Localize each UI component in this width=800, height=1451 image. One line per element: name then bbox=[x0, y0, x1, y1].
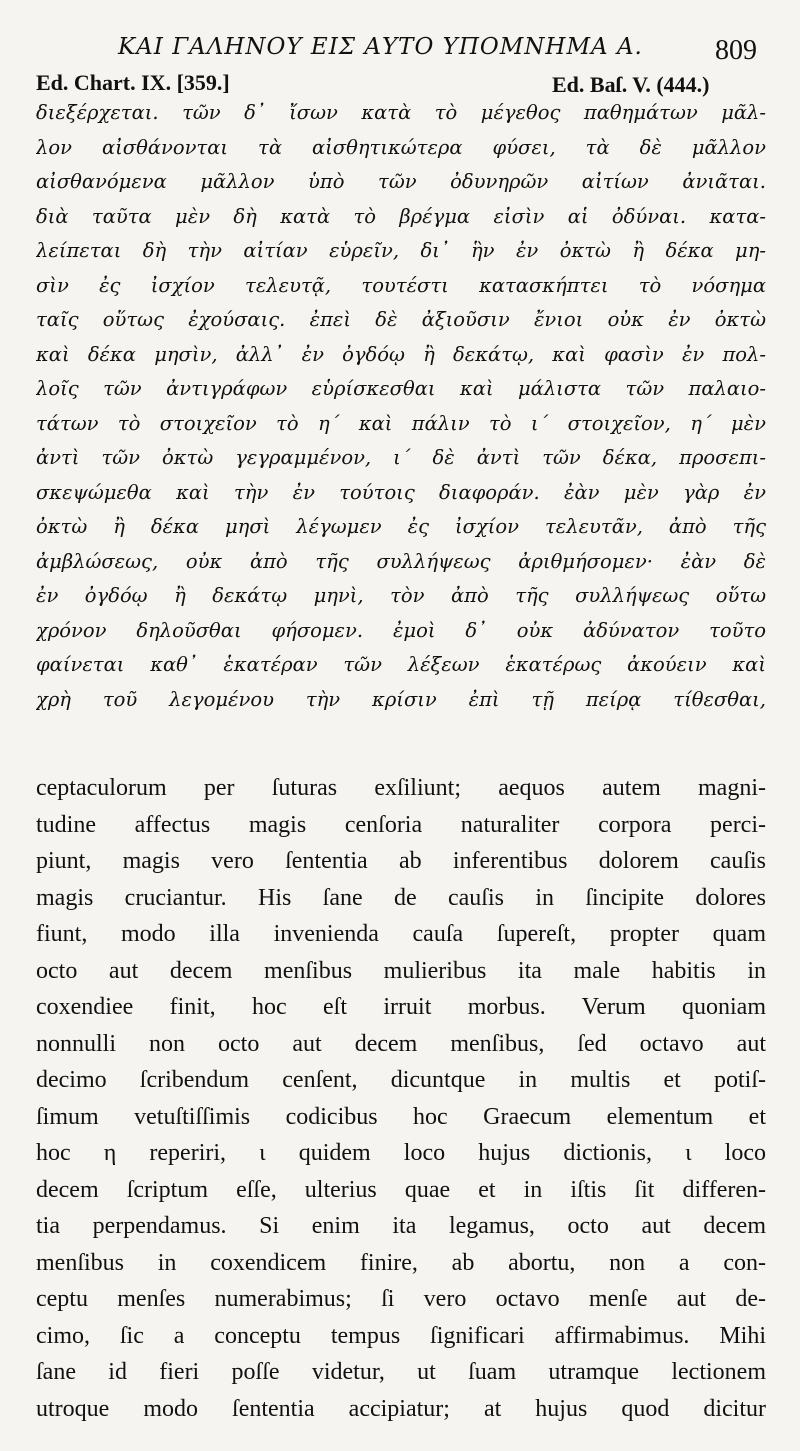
greek-text-line: φαίνεται καθ᾽ ἑκατέραν τῶν λέξεων ἑκατέρως ἀκούειν καὶ bbox=[36, 653, 766, 676]
latin-text-line: fiunt, modo illa invenienda cauſa ſupereſt, propter quam bbox=[36, 921, 766, 947]
latin-text-line: ceptu menſes numerabimus; ſi vero octavo menſe aut de- bbox=[36, 1286, 766, 1312]
latin-text-line: ſimum vetuſtiſſimis codicibus hoc Graecum elementum et bbox=[36, 1103, 766, 1130]
edition-reference-left: Ed. Chart. IX. [359.] bbox=[36, 70, 230, 95]
latin-text-line: ceptaculorum per ſuturas exſiliunt; aequos autem magni- bbox=[36, 775, 766, 801]
latin-text-line: utroque modo ſententia accipiatur; at hujus quod dicitur bbox=[36, 1395, 766, 1422]
running-title: ΚΑΙ ΓΑΛΗΝΟΥ ΕΙΣ ΑΥΤΟ ΥΠΟΜΝΗΜΑ Α. bbox=[118, 34, 643, 60]
page-number: 809 bbox=[715, 35, 757, 66]
greek-text-line: ἀντὶ τῶν ὀκτὼ γεγραμμένον, ι΄ δὲ ἀντὶ τῶν δέκα, προσεπι- bbox=[36, 446, 766, 469]
latin-text-line: coxendiee finit, hoc eſt irruit morbus. Verum quoniam bbox=[36, 994, 766, 1020]
greek-text-line: λον αἰσθάνονται τὰ αἰσθητικώτερα φύσει, τὰ δὲ μᾶλλον bbox=[36, 135, 766, 159]
greek-text-line: χρόνον δηλοῦσθαι φήσομεν. ἐμοὶ δ᾽ οὐκ ἀδύνατον τοῦτο bbox=[36, 618, 766, 642]
greek-text-line: σκεψώμεθα καὶ τὴν ἐν τούτοις διαφοράν. ἐὰν μὲν γὰρ ἐν bbox=[36, 480, 766, 504]
greek-text-line: ὀκτὼ ἢ δέκα μησὶ λέγωμεν ἐς ἰσχίον τελευτᾶν, ἀπὸ τῆς bbox=[36, 515, 766, 538]
latin-text-line: decem ſcriptum eſſe, ulterius quae et in iſtis ſit differen- bbox=[36, 1176, 766, 1203]
latin-text-block bbox=[36, 770, 766, 1427]
greek-text-line: λοῖς τῶν ἀντιγράφων εὑρίσκεσθαι καὶ μάλιστα τῶν παλαιο- bbox=[36, 377, 766, 400]
latin-text-line: tudine affectus magis cenſoria naturaliter corpora perci- bbox=[36, 811, 766, 838]
latin-text-line: ſane id fieri poſſe videtur, ut ſuam utramque lectionem bbox=[36, 1359, 766, 1385]
greek-text-line: τάτων τὸ στοιχεῖον τὸ η΄ καὶ πάλιν τὸ ι΄ στοιχεῖον, η΄ μὲν bbox=[36, 411, 766, 435]
greek-text-line: χρὴ τοῦ λεγομένου τὴν κρίσιν ἐπὶ τῇ πείρᾳ τίθεσθαι, bbox=[36, 687, 766, 711]
latin-text-line: decimo ſcribendum cenſent, dicuntque in multis et potiſ- bbox=[36, 1067, 766, 1093]
latin-text-line: cimo, ſic a conceptu tempus ſignificari affirmabimus. Mihi bbox=[36, 1322, 766, 1349]
greek-text-line: σὶν ἐς ἰσχίον τελευτᾷ, τουτέστι κατασκήπτει τὸ νόσημα bbox=[36, 273, 766, 297]
greek-text-line: διὰ ταῦτα μὲν δὴ κατὰ τὸ βρέγμα εἰσὶν αἱ ὀδύναι. κατα- bbox=[36, 204, 766, 228]
edition-reference-right: Ed. Baſ. V. (444.) bbox=[552, 72, 710, 97]
greek-text-line: αἰσθανόμενα μᾶλλον ὑπὸ τῶν ὀδυνηρῶν αἰτίων ἀνιᾶται. bbox=[36, 170, 766, 193]
greek-text-line: καὶ δέκα μησὶν, ἀλλ᾽ ἐν ὀγδόῳ ἢ δεκάτῳ, καὶ φασὶν ἐν πολ- bbox=[36, 342, 766, 366]
greek-text-line: ταῖς οὕτως ἐχούσαις. ἐπεὶ δὲ ἀξιοῦσιν ἔνιοι οὐκ ἐν ὀκτὼ bbox=[36, 308, 766, 331]
latin-text-line: nonnulli non octo aut decem menſibus, ſed octavo aut bbox=[36, 1030, 766, 1057]
latin-text-line: menſibus in coxendicem finire, ab abortu, non a con- bbox=[36, 1249, 766, 1276]
greek-text-line: διεξέρχεται. τῶν δ᾽ ἴσων κατὰ τὸ μέγεθος παθημάτων μᾶλ- bbox=[36, 101, 766, 124]
latin-text-line: hoc η reperiri, ι quidem loco hujus dictionis, ι loco bbox=[36, 1140, 766, 1166]
latin-text-line: magis cruciantur. His ſane de cauſis in ſincipite dolores bbox=[36, 884, 766, 911]
greek-text-line: λείπεται δὴ τὴν αἰτίαν εὑρεῖν, δι᾽ ἣν ἐν ὀκτὼ ἢ δέκα μη- bbox=[36, 239, 766, 262]
latin-text-line: piunt, magis vero ſententia ab inferentibus dolorem cauſis bbox=[36, 848, 766, 874]
latin-text-line: octo aut decem menſibus mulieribus ita male habitis in bbox=[36, 957, 766, 984]
greek-text-line: ἀμβλώσεως, οὐκ ἀπὸ τῆς συλλήψεως ἀριθμήσομεν· ἐὰν δὲ bbox=[36, 549, 766, 573]
greek-text-block bbox=[36, 96, 766, 717]
greek-text-line: ἐν ὀγδόῳ ἢ δεκάτῳ μηνὶ, τὸν ἀπὸ τῆς συλλήψεως οὕτω bbox=[36, 584, 766, 607]
latin-text-line: tia perpendamus. Si enim ita legamus, octo aut decem bbox=[36, 1213, 766, 1239]
